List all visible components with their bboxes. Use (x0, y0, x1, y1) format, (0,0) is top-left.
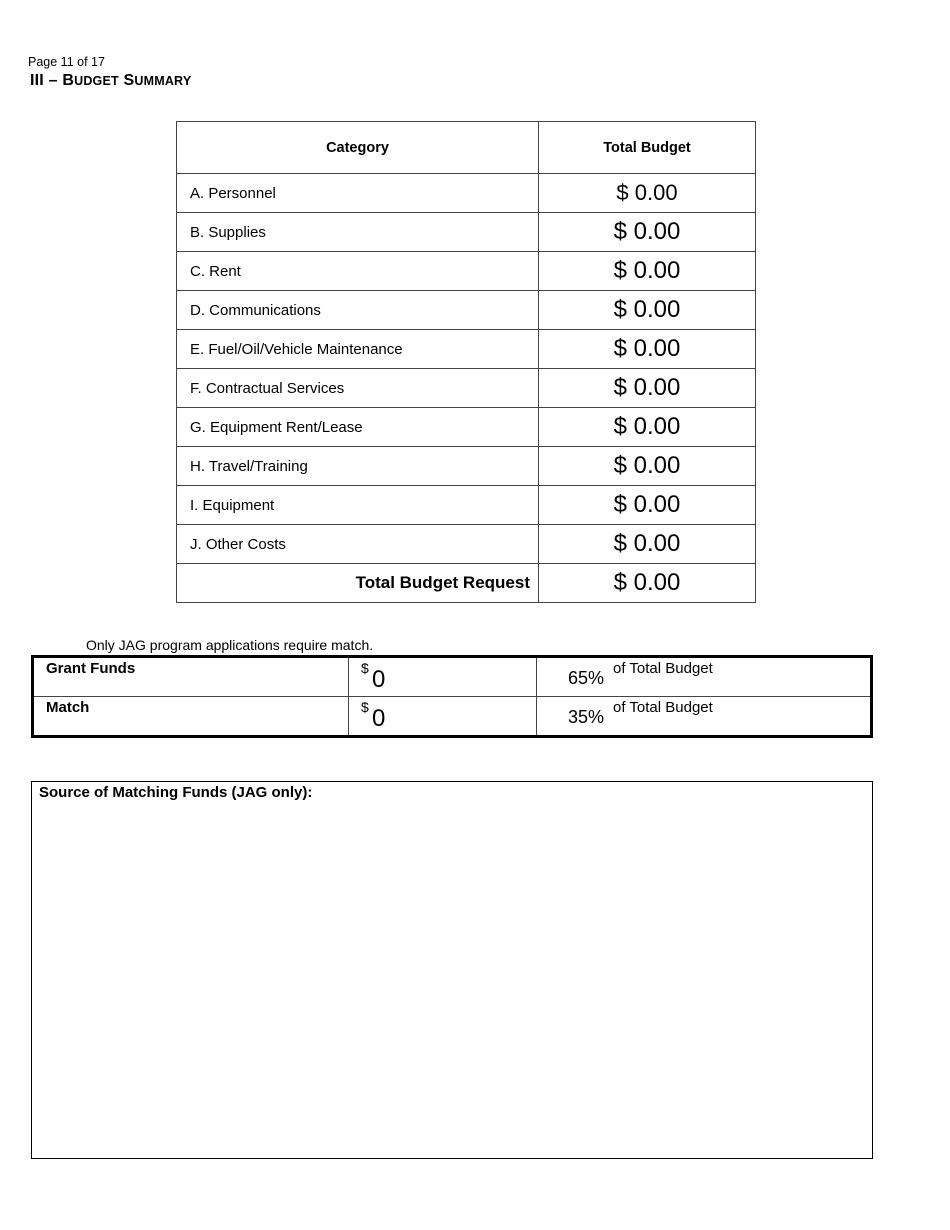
total-budget-request-field[interactable]: $ 0.00 (539, 564, 756, 603)
table-row (177, 486, 756, 525)
category-cell: H. Travel/Training (177, 447, 539, 486)
amount-field[interactable]: $ 0.00 (539, 486, 756, 525)
section-word1-initial: B (62, 72, 75, 89)
category-cell: B. Supplies (177, 213, 539, 252)
section-word2-rest: UMMARY (134, 74, 192, 88)
budget-summary-table (176, 121, 756, 603)
match-label: Match (46, 699, 90, 716)
grant-funds-percent: 65% (568, 668, 605, 688)
amount-field[interactable]: $ 0.00 (539, 408, 756, 447)
match-amount-field[interactable] (349, 697, 537, 737)
category-cell: C. Rent (177, 252, 539, 291)
section-word1-rest: UDGET (74, 74, 119, 88)
total-budget-request-label: Total Budget Request (177, 564, 539, 603)
table-row (177, 447, 756, 486)
category-cell: F. Contractual Services (177, 369, 539, 408)
table-row (177, 525, 756, 564)
of-total-budget-label: of Total Budget (613, 660, 713, 677)
amount-field[interactable]: $ 0.00 (539, 174, 756, 213)
source-of-matching-funds-label: Source of Matching Funds (JAG only): (39, 784, 313, 801)
category-cell: D. Communications (177, 291, 539, 330)
amount-field[interactable]: $ 0.00 (539, 369, 756, 408)
table-row (177, 291, 756, 330)
category-cell: E. Fuel/Oil/Vehicle Maintenance (177, 330, 539, 369)
amount-field[interactable]: $ 0.00 (539, 447, 756, 486)
table-row (177, 408, 756, 447)
grant-funds-amount-field[interactable] (349, 657, 537, 697)
table-row (177, 369, 756, 408)
page-number: Page 11 of 17 (28, 55, 105, 69)
section-title (30, 72, 191, 90)
column-header-total-budget: Total Budget (539, 122, 756, 174)
grant-funds-label: Grant Funds (46, 660, 136, 677)
amount-field[interactable]: $ 0.00 (539, 252, 756, 291)
of-total-budget-label: of Total Budget (613, 699, 713, 716)
table-row (177, 174, 756, 213)
category-cell: J. Other Costs (177, 525, 539, 564)
match-percent: 35% (568, 707, 605, 727)
table-row (177, 330, 756, 369)
dollar-sign: $ (361, 660, 369, 676)
grant-funds-value: 0 (372, 666, 386, 693)
match-note: Only JAG program applications require match. (86, 637, 374, 653)
source-of-matching-funds-field[interactable] (31, 781, 873, 1159)
amount-field[interactable]: $ 0.00 (539, 525, 756, 564)
section-prefix: III – (30, 72, 63, 89)
table-row (177, 252, 756, 291)
match-table (31, 655, 873, 738)
amount-field[interactable]: $ 0.00 (539, 330, 756, 369)
dollar-sign: $ (361, 699, 369, 715)
section-word2-initial: S (123, 72, 135, 89)
category-cell: I. Equipment (177, 486, 539, 525)
table-row (177, 213, 756, 252)
column-header-category: Category (177, 122, 539, 174)
amount-field[interactable]: $ 0.00 (539, 291, 756, 330)
grant-funds-row (33, 657, 872, 697)
match-value: 0 (372, 705, 386, 732)
category-cell: A. Personnel (177, 174, 539, 213)
total-row (177, 564, 756, 603)
category-cell: G. Equipment Rent/Lease (177, 408, 539, 447)
match-row (33, 697, 872, 737)
amount-field[interactable]: $ 0.00 (539, 213, 756, 252)
